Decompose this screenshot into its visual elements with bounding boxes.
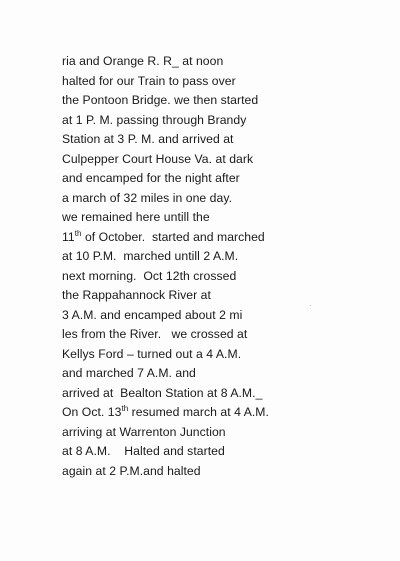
text-fragment: resumed march at 4 A.M.: [128, 405, 269, 419]
text-line: [62, 267, 392, 287]
text-line: the Pontoon Bridge. we then started: [62, 93, 259, 107]
text-fragment: On Oct. 13: [62, 405, 122, 419]
ordinal-suffix: th: [74, 228, 82, 238]
text-line: and encamped for the night after: [62, 171, 240, 185]
text-line: the Rappahannock River at: [62, 288, 211, 302]
text-line: we remained here untill the: [62, 210, 210, 224]
text-line: halted for our Train to pass over: [62, 73, 236, 88]
text-line: ria and Orange R. R_ at noon: [62, 54, 224, 68]
text-line: arrived at Bealton Station at 8 A.M._: [62, 385, 263, 400]
text-line: at 8 A.M. Halted and started: [62, 444, 225, 458]
text-line: Station at 3 P. M. and arrived at: [62, 132, 234, 146]
text-line: [62, 403, 392, 423]
text-fragment: th: [179, 268, 190, 283]
text-line: at 10 P.M. marched untill 2 A.M.: [62, 249, 239, 263]
text-line: les from the River. we crossed at: [62, 327, 248, 341]
text-fragment: of October. started and marched: [81, 229, 265, 244]
text-line: 3 A.M. and encamped about 2 mi: [62, 307, 243, 322]
text-line: a march of 32 miles in one day.: [62, 190, 233, 205]
text-line: again at 2 P.M.and halted: [62, 463, 201, 478]
text-line: Kellys Ford – turned out a 4 A.M.: [62, 346, 242, 361]
text-line: at 1 P. M. passing through Brandy: [62, 112, 247, 127]
text-line: arriving at Warrenton Junction: [62, 424, 226, 439]
transcription-text: [62, 52, 392, 481]
text-fragment: 11: [62, 229, 75, 244]
text-fragment: next morning. Oct 12: [62, 268, 180, 283]
text-line: Culpepper Court House Va. at dark: [62, 151, 254, 166]
ordinal-suffix: th: [121, 404, 129, 413]
text-line: and marched 7 A.M. and: [62, 366, 196, 380]
text-fragment: crossed: [189, 268, 237, 283]
text-line: [62, 228, 392, 248]
